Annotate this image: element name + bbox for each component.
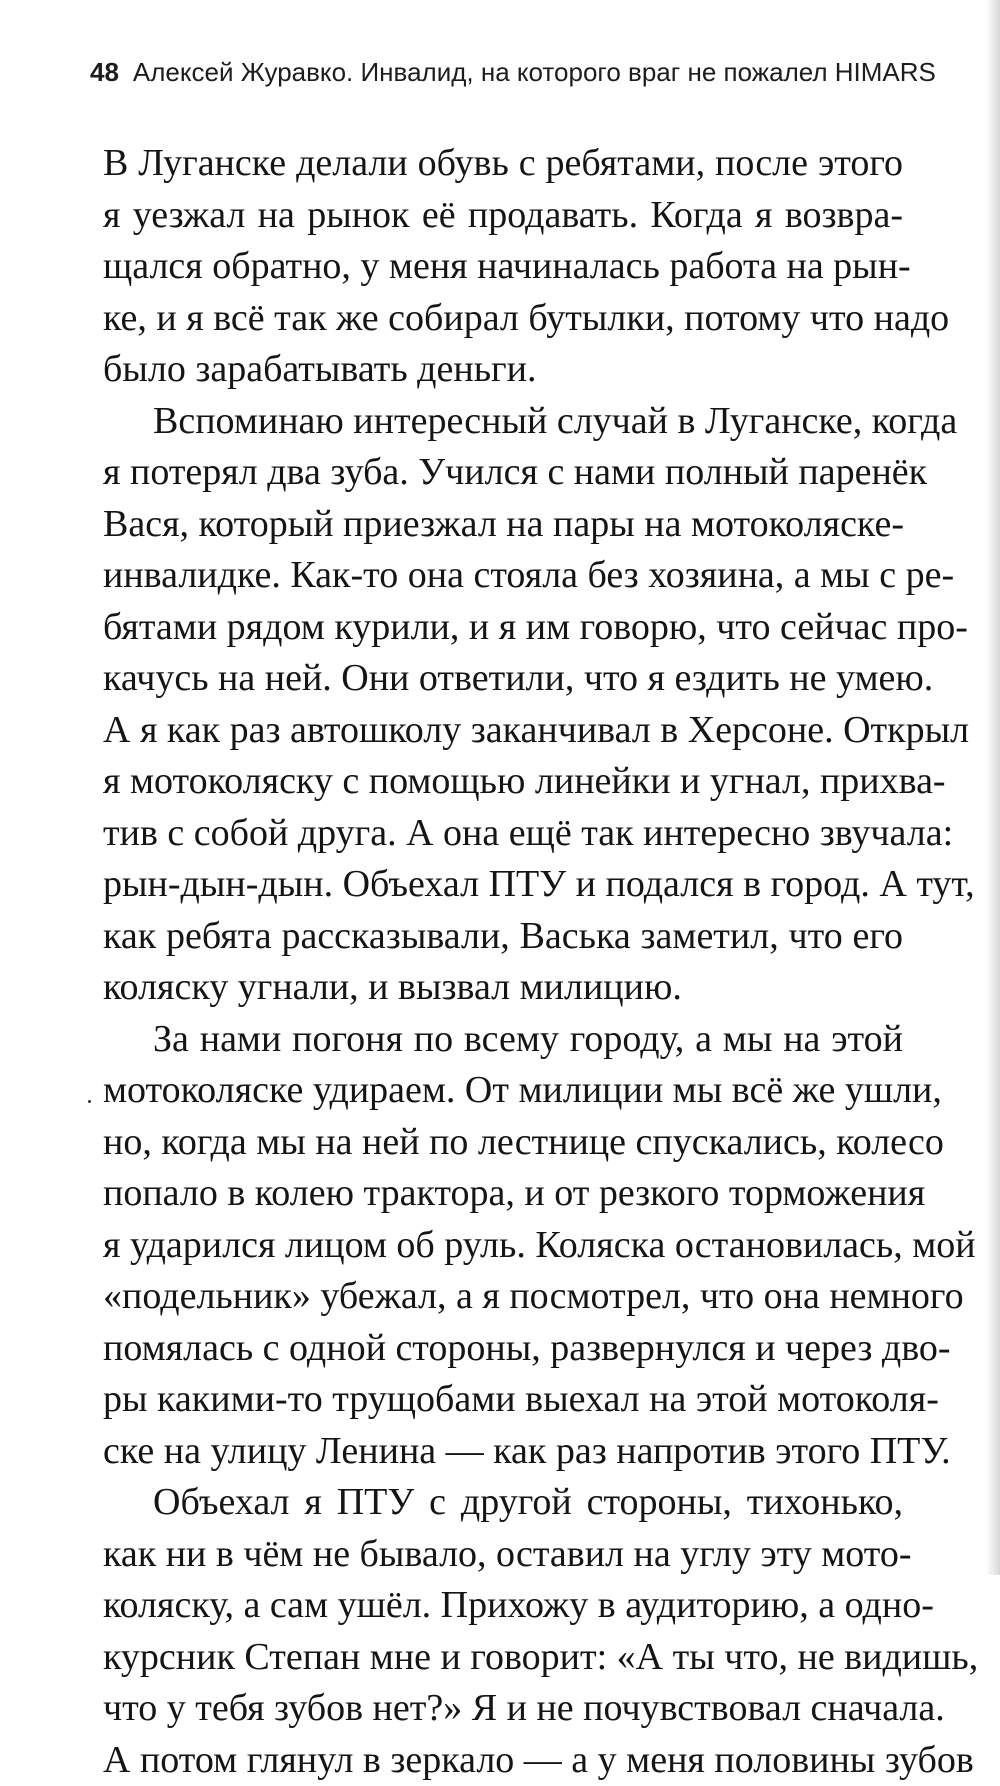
text-line: коляску угнали, и вызвал милицию. (103, 962, 903, 1014)
text-line: ры какими-то трущобами выехал на этой мотоколя- (103, 1374, 903, 1426)
text-line: ске на улицу Ленина — как раз напротив этого ПТУ. (103, 1426, 903, 1478)
text-line: мотоколяске удираем. От милиции мы всё же ушли, (103, 1065, 903, 1117)
text-line: За нами погоня по всему городу, а мы на этой (103, 1014, 903, 1066)
text-line: А я как раз автошколу заканчивал в Херсоне. Открыл (103, 705, 903, 757)
text-line: но, когда мы на ней по лестнице спускались, колесо (103, 1117, 903, 1169)
text-line: я уезжал на рынок её продавать. Когда я возвра- (103, 190, 903, 242)
page-number: 48 (90, 57, 119, 87)
running-title: Алексей Журавко. Инвалид, на которого враг не пожалел HIMARS (133, 57, 936, 87)
text-line: что у тебя зубов нет?» Я и не почувствовал сначала. (103, 1683, 903, 1735)
text-line: как ни в чём не бывало, оставил на углу эту мото- (103, 1529, 903, 1581)
text-line: попало в колею трактора, и от резкого торможения (103, 1168, 903, 1220)
text-line: было зарабатывать деньги. (103, 344, 903, 396)
body-text (103, 138, 903, 1786)
text-line: как ребята рассказывали, Васька заметил, что его (103, 911, 903, 963)
text-line: «подельник» убежал, а я посмотрел, что она немного (103, 1271, 903, 1323)
text-line: бятами рядом курили, и я им говорю, что сейчас про- (103, 602, 903, 654)
text-line: помялась с одной стороны, развернулся и через дво- (103, 1323, 903, 1375)
text-line: тив с собой друга. А она ещё так интересно звучала: (103, 808, 903, 860)
page-edge-shadow (986, 0, 1000, 1575)
text-line: Объехал я ПТУ с другой стороны, тихонько, (103, 1477, 903, 1529)
text-line: я мотоколяску с помощью линейки и угнал, прихва- (103, 756, 903, 808)
text-line: я потерял два зуба. Учился с нами полный паренёк (103, 447, 903, 499)
text-line: курсник Степан мне и говорит: «А ты что, не видишь, (103, 1632, 903, 1684)
text-line: я ударился лицом об руль. Коляска остановилась, мой (103, 1220, 903, 1272)
text-line: качусь на ней. Они ответили, что я ездить не умею. (103, 653, 903, 705)
text-line: коляску, а сам ушёл. Прихожу в аудиторию, а одно- (103, 1580, 903, 1632)
text-line: щался обратно, у меня начиналась работа на рын- (103, 241, 903, 293)
text-line: рын-дын-дын. Объехал ПТУ и подался в город. А тут, (103, 859, 903, 911)
text-line: Вася, который приезжал на пары на мотоколяске- (103, 499, 903, 551)
text-line: инвалидке. Как-то она стояла без хозяина, а мы с ре- (103, 550, 903, 602)
text-line: ке, и я всё так же собирал бутылки, потому что надо (103, 293, 903, 345)
text-line: Вспоминаю интересный случай в Луганске, когда (103, 396, 903, 448)
text-line: А потом глянул в зеркало — а у меня половины зубов (103, 1735, 903, 1786)
running-head (90, 52, 910, 92)
ink-speck (88, 1100, 91, 1103)
text-line: В Луганске делали обувь с ребятами, после этого (103, 138, 903, 190)
